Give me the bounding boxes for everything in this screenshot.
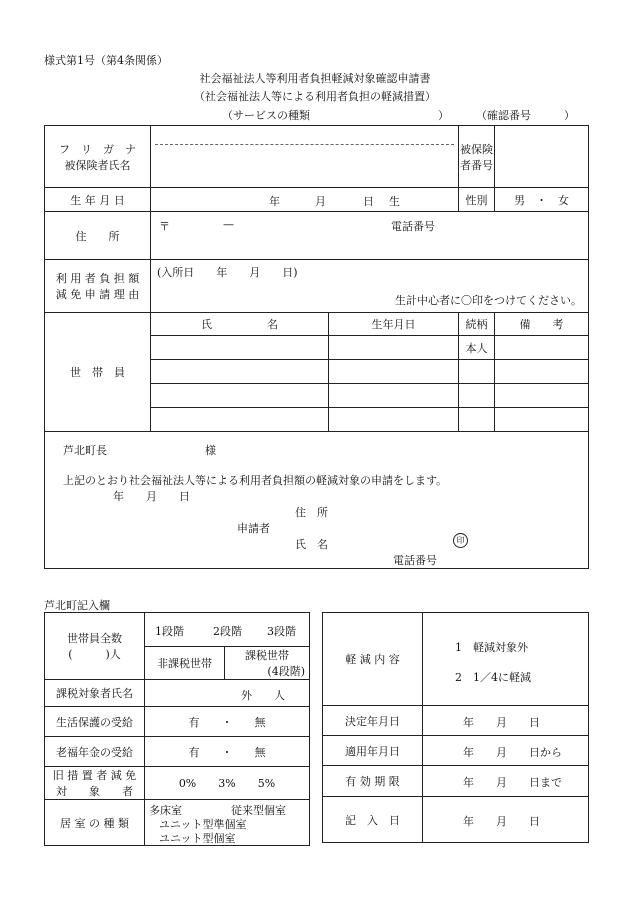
old-measure-label-2: 対 象 者 — [56, 785, 133, 798]
welfare-label: 生活保護の受給 — [45, 707, 145, 737]
reduction-percentages[interactable]: 0% 3% 5% — [145, 767, 310, 800]
col-birth-header: 生年月日 — [329, 313, 459, 336]
col-name-header: 氏 名 — [151, 313, 329, 336]
insured-number-field[interactable] — [495, 126, 589, 188]
pension-label: 老福年金の受給 — [45, 737, 145, 767]
stage-3[interactable]: 3段階 — [267, 625, 296, 638]
taxed-name-field[interactable] — [145, 680, 310, 707]
household-name-1[interactable] — [151, 336, 329, 360]
household-name-3[interactable] — [151, 384, 329, 408]
postal-dash: — — [223, 218, 234, 231]
office-left-table — [44, 612, 310, 846]
taxed-name-label: 課税対象者氏名 — [45, 680, 145, 707]
reduction-quarter[interactable]: 2 1／4に軽減 — [455, 671, 531, 684]
taxed-other-count: 外 人 — [241, 689, 285, 702]
old-measure-label — [45, 767, 145, 800]
entry-date-label: 記 入 日 — [323, 797, 423, 843]
household-birth-1[interactable] — [329, 336, 459, 360]
household-relation-4[interactable] — [459, 408, 495, 432]
insured-number-label — [459, 126, 495, 188]
household-count-cell — [45, 613, 145, 680]
stage-4: (4段階) — [267, 665, 305, 678]
birth-suffix: 生 — [389, 195, 400, 208]
room-type-options[interactable] — [145, 800, 310, 846]
reason-label-1: 利 用 者 負 担 額 — [55, 272, 140, 285]
reason-label — [45, 260, 151, 313]
nontax-household[interactable]: 非課税世帯 — [145, 647, 225, 680]
birth-month-label: 月 — [315, 195, 326, 208]
reason-label-2: 減 免 申 請 理 由 — [55, 288, 140, 301]
household-note-4[interactable] — [495, 408, 589, 432]
apply-date-label: 適用年月日 — [323, 736, 423, 766]
form-subtitle: （社会福祉法人等による利用者負担の軽減措置） — [194, 90, 436, 103]
sex-options[interactable]: 男 ・ 女 — [495, 188, 589, 212]
furigana-label: フ リ ガ ナ — [59, 142, 136, 156]
name-field[interactable] — [151, 126, 459, 188]
service-type-close: ） — [438, 109, 449, 122]
household-name-2[interactable] — [151, 360, 329, 384]
room-multi[interactable]: 多床室 — [149, 804, 182, 817]
apply-date-field[interactable] — [423, 736, 589, 766]
office-section-title: 芦北町記入欄 — [44, 599, 110, 612]
household-birth-2[interactable] — [329, 360, 459, 384]
reduction-label: 軽 減 内 容 — [323, 613, 423, 706]
household-relation-2[interactable] — [459, 360, 495, 384]
decision-date-value: 年 月 日 — [463, 716, 540, 729]
room-private[interactable]: 従来型個室 — [231, 804, 286, 817]
apply-date-value: 年 月 日から — [463, 746, 562, 759]
applicant-name-label: 氏 名 — [295, 538, 328, 551]
birth-label: 生 年 月 日 — [45, 188, 151, 212]
col-note-header: 備 考 — [495, 313, 589, 336]
address-label: 住 所 — [45, 212, 151, 260]
declaration-block — [45, 432, 589, 569]
phone-label: 電話番号 — [391, 220, 435, 233]
household-note-1[interactable] — [495, 336, 589, 360]
household-count-label: 世帯員全数 — [67, 632, 122, 645]
household-note-2[interactable] — [495, 360, 589, 384]
household-note-3[interactable] — [495, 384, 589, 408]
mayor-label: 芦北町長 — [63, 444, 107, 457]
stage-options[interactable] — [145, 613, 310, 647]
stage-2[interactable]: 2段階 — [213, 625, 242, 638]
circle-note: 生計中心者に〇印をつけてください。 — [395, 294, 582, 307]
reduction-none[interactable]: 1 軽減対象外 — [455, 641, 528, 654]
service-type-label: （サービスの種類 — [222, 109, 310, 122]
household-relation-3[interactable] — [459, 384, 495, 408]
birth-day-label: 日 — [363, 195, 374, 208]
admission-date: (入所日 年 月 日) — [157, 266, 298, 279]
tax-household-label: 課税世帯 — [245, 649, 289, 662]
insured-number-label-2: 者番号 — [460, 158, 493, 172]
household-name-4[interactable] — [151, 408, 329, 432]
office-right-table — [322, 612, 589, 843]
entry-date-field[interactable] — [423, 797, 589, 843]
room-unit-private[interactable]: ユニット型個室 — [159, 832, 236, 845]
household-birth-4[interactable] — [329, 408, 459, 432]
insured-number-label-1: 被保険 — [460, 142, 493, 156]
decision-date-field[interactable] — [423, 706, 589, 736]
address-field[interactable] — [151, 212, 589, 260]
stage-1[interactable]: 1段階 — [155, 625, 184, 638]
tax-household[interactable] — [225, 647, 310, 680]
application-table — [44, 125, 589, 569]
applicant-label: 申請者 — [237, 522, 270, 535]
valid-period-field[interactable] — [423, 766, 589, 797]
birth-field[interactable] — [151, 188, 459, 212]
seal-icon: 印 — [453, 533, 468, 548]
confirm-number-label: （確認番号 ） — [476, 109, 575, 122]
reason-field[interactable] — [151, 260, 589, 313]
welfare-options[interactable]: 有 ・ 無 — [145, 707, 310, 737]
form-number: 様式第1号（第4条関係） — [44, 54, 168, 67]
declaration-date: 年 月 日 — [113, 490, 190, 503]
furigana-name-label — [45, 126, 151, 188]
household-label: 世 帯 員 — [45, 313, 151, 432]
reduction-options[interactable] — [423, 613, 589, 706]
applicant-phone-label: 電話番号 — [393, 554, 437, 567]
valid-period-label: 有 効 期 限 — [323, 766, 423, 797]
household-relation-1: 本人 — [459, 336, 495, 360]
room-unit-semi[interactable]: ユニット型準個室 — [159, 818, 247, 831]
room-type-label: 居 室 の 種 類 — [45, 800, 145, 846]
col-relation-header: 続柄 — [459, 313, 495, 336]
form-title: 社会福祉法人等利用者負担軽減対象確認申請書 — [199, 72, 431, 85]
mayor-honorific: 様 — [205, 444, 216, 457]
pension-options[interactable]: 有 ・ 無 — [145, 737, 310, 767]
applicant-address-label: 住 所 — [295, 506, 328, 519]
old-measure-label-1: 旧 措 置 者 減 免 — [52, 769, 137, 782]
furigana-divider — [155, 144, 454, 145]
birth-year-label: 年 — [269, 195, 280, 208]
decision-date-label: 決定年月日 — [323, 706, 423, 736]
people-count-field[interactable]: ( )人 — [68, 648, 121, 661]
postal-mark: 〒 — [159, 220, 170, 233]
insured-name-label: 被保険者氏名 — [64, 158, 131, 172]
declaration-statement: 上記のとおり社会福祉法人等による利用者負担額の軽減対象の申請をします。 — [63, 474, 448, 487]
sex-label: 性別 — [459, 188, 495, 212]
household-birth-3[interactable] — [329, 384, 459, 408]
valid-period-value: 年 月 日まで — [463, 776, 562, 789]
entry-date-value: 年 月 日 — [463, 815, 540, 828]
